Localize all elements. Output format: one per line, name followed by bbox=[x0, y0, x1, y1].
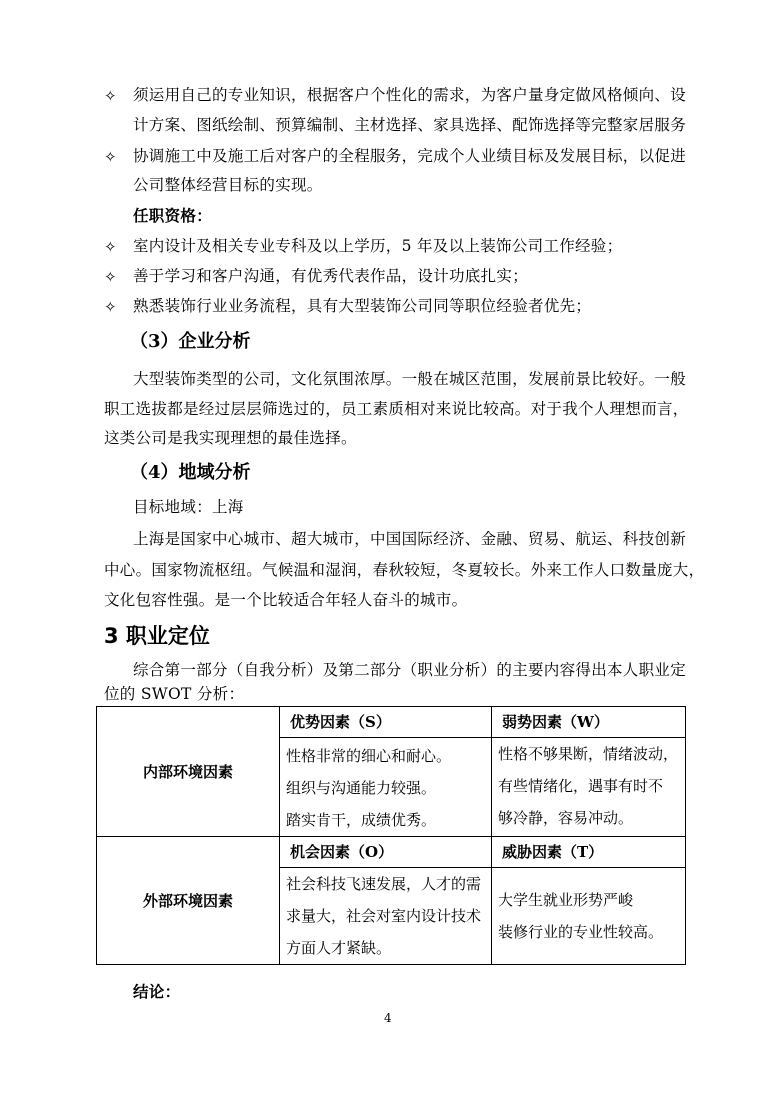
duty-line: 须运用自己的专业知识，根据客户个性化的需求，为客户量身定做风格倾向、设 bbox=[133, 86, 687, 104]
bullet-icon: ✧ bbox=[104, 268, 117, 286]
strength-item: 组织与沟通能力较强。 bbox=[286, 779, 437, 797]
section-intro-line: 位的 SWOT 分析： bbox=[104, 685, 245, 703]
opportunity-item: 社会科技飞速发展，人才的需 bbox=[286, 875, 482, 893]
section-heading: 3 职业定位 bbox=[104, 624, 210, 648]
enterprise-line: 这类公司是我实现理想的最佳选择。 bbox=[104, 429, 357, 447]
opportunity-item: 方面人才紧缺。 bbox=[286, 939, 392, 957]
threats-header: 威胁因素（T） bbox=[491, 837, 685, 868]
conclusion-label: 结论： bbox=[133, 982, 181, 1001]
page-number: 4 bbox=[384, 1011, 392, 1025]
strength-item: 性格非常的细心和耐心。 bbox=[286, 747, 452, 765]
region-heading: （4）地域分析 bbox=[130, 462, 251, 483]
weakness-item: 够冷静，容易冲动。 bbox=[497, 809, 633, 827]
opportunity-item: 求量大，社会对室内设计技术 bbox=[286, 907, 482, 925]
bullet-icon: ✧ bbox=[104, 238, 117, 256]
duty-line: 公司整体经营目标的实现。 bbox=[133, 176, 323, 194]
enterprise-heading: （3）企业分析 bbox=[130, 331, 251, 352]
region-line: 文化包容性强。是一个比较适合年轻人奋斗的城市。 bbox=[104, 591, 468, 609]
qualification-item: 熟悉装饰行业业务流程，具有大型装饰公司同等职位经验者优先； bbox=[133, 297, 592, 315]
weakness-item: 性格不够果断，情绪波动， bbox=[497, 745, 678, 763]
weaknesses-header: 弱势因素（W） bbox=[491, 707, 685, 738]
bullet-icon: ✧ bbox=[104, 148, 117, 166]
bullet-icon: ✧ bbox=[104, 298, 117, 316]
swot-table bbox=[96, 706, 686, 965]
threats-cell bbox=[491, 868, 685, 965]
strengths-cell bbox=[280, 738, 492, 837]
qualifications-title: 任职资格： bbox=[133, 206, 213, 225]
weakness-item: 有些情绪化，遇事有时不 bbox=[497, 777, 663, 795]
threat-item: 装修行业的专业性较高。 bbox=[497, 923, 663, 941]
weaknesses-cell bbox=[491, 738, 685, 837]
duty-line: 计方案、图纸绘制、预算编制、主材选择、家具选择、配饰选择等完整家居服务 bbox=[133, 116, 687, 134]
enterprise-line: 大型装饰类型的公司，文化氛围浓厚。一般在城区范围，发展前景比较好。一般 bbox=[133, 370, 687, 388]
opportunities-cell bbox=[280, 868, 492, 965]
section-intro-line: 综合第一部分（自我分析）及第二部分（职业分析）的主要内容得出本人职业定 bbox=[133, 661, 687, 679]
opportunities-header: 机会因素（O） bbox=[280, 837, 492, 868]
duty-line: 协调施工中及施工后对客户的全程服务，完成个人业绩目标及发展目标，以促进 bbox=[133, 147, 687, 165]
strengths-header: 优势因素（S） bbox=[280, 707, 492, 738]
threat-item: 大学生就业形势严峻 bbox=[497, 891, 633, 909]
region-target: 目标地域：上海 bbox=[133, 498, 244, 516]
enterprise-line: 职工选拔都是经过层层筛选过的，员工素质相对来说比较高。对于我个人理想而言， bbox=[104, 400, 689, 418]
internal-factors-label: 内部环境因素 bbox=[97, 707, 280, 837]
strength-item: 踏实肯干，成绩优秀。 bbox=[286, 811, 437, 829]
external-factors-label: 外部环境因素 bbox=[97, 837, 280, 965]
region-line: 中心。国家物流枢纽。气候温和湿润，春秋较短，冬夏较长。外来工作人口数量庞大， bbox=[104, 561, 705, 579]
bullet-icon: ✧ bbox=[104, 87, 117, 105]
qualification-item: 善于学习和客户沟通，有优秀代表作品，设计功底扎实； bbox=[133, 267, 529, 285]
region-line: 上海是国家中心城市、超大城市，中国国际经济、金融、贸易、航运、科技创新 bbox=[133, 530, 687, 548]
qualification-item: 室内设计及相关专业专科及以上学历，5 年及以上装饰公司工作经验； bbox=[133, 237, 623, 255]
